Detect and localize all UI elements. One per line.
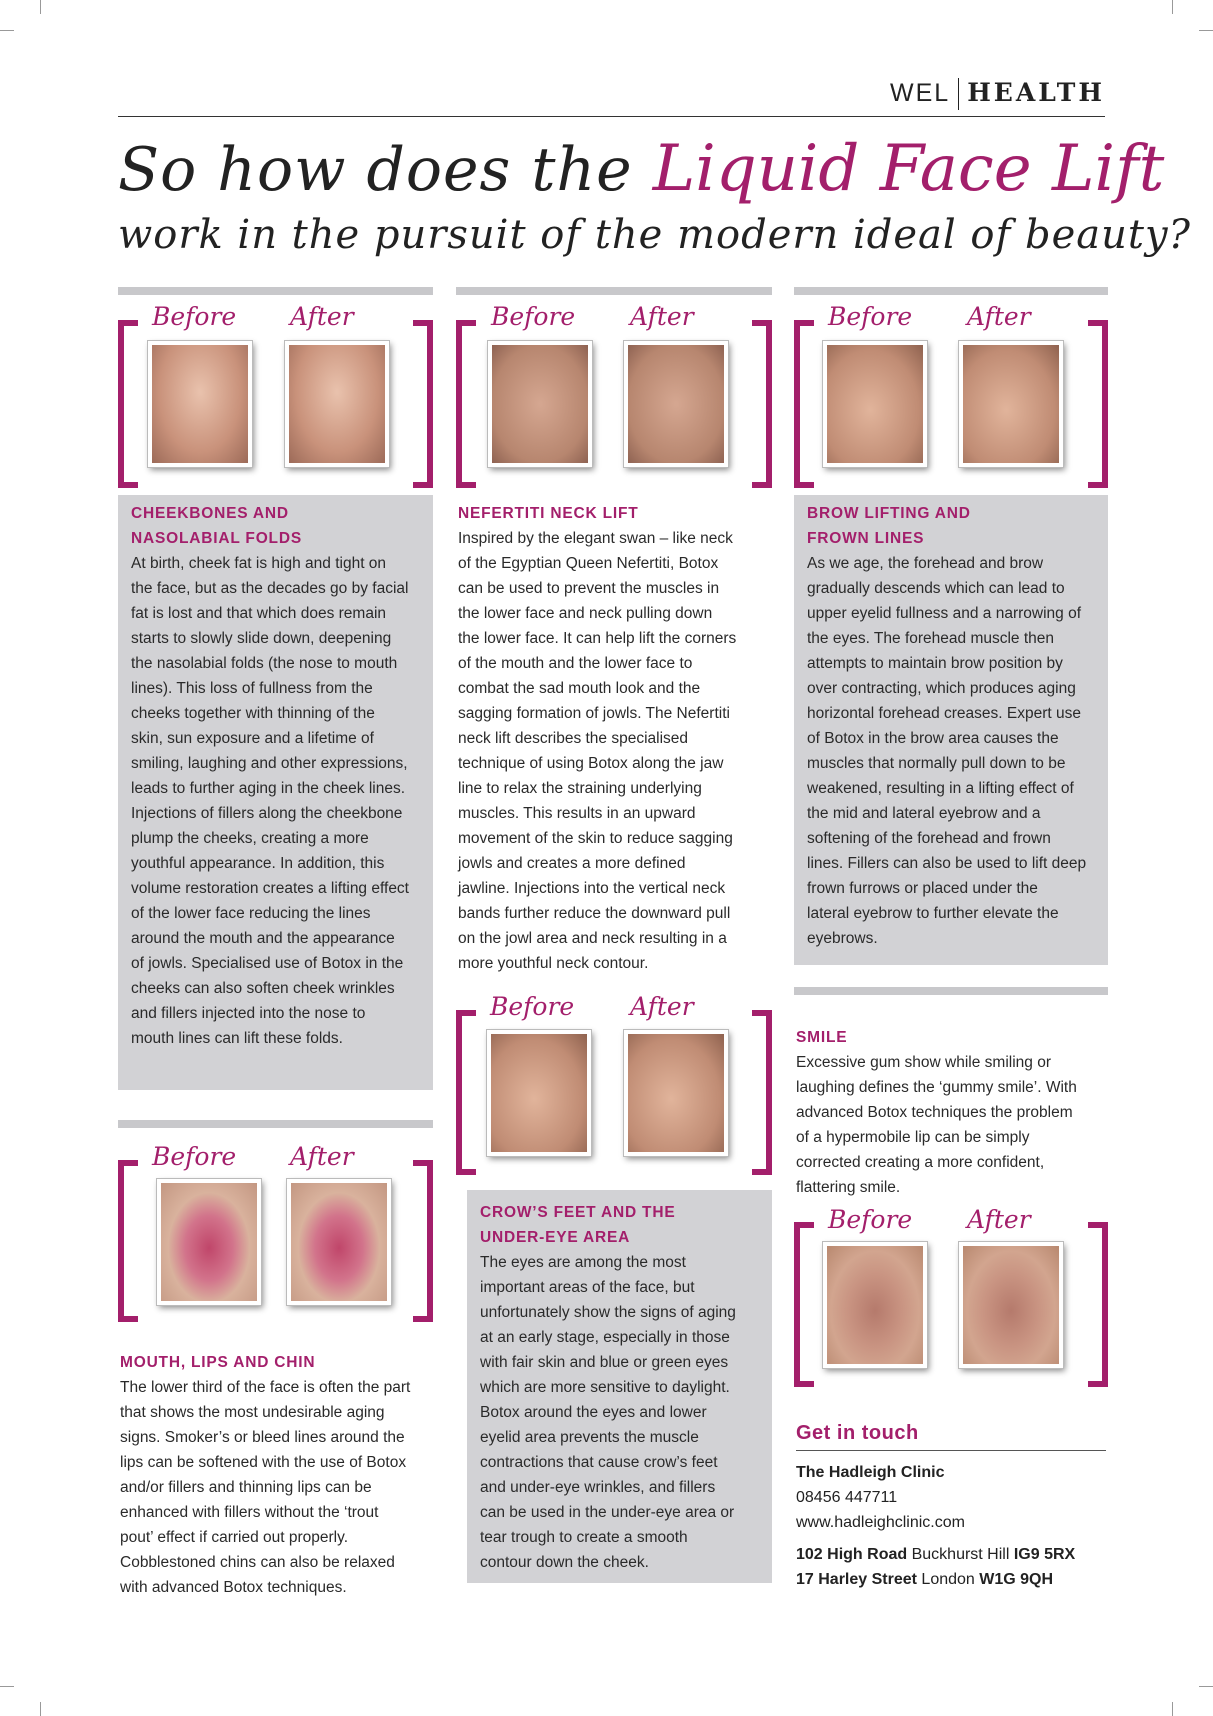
header-rule bbox=[118, 116, 1105, 117]
crop-mark bbox=[0, 30, 14, 31]
crop-mark bbox=[1172, 1702, 1173, 1716]
body-line: gradually descends which can lead to bbox=[807, 580, 1065, 597]
before-label: Before bbox=[828, 1205, 913, 1234]
body-line: upper eyelid fullness and a narrowing of bbox=[807, 605, 1082, 622]
crop-mark bbox=[1199, 1686, 1213, 1687]
address-town: Buckhurst Hill bbox=[911, 1546, 1010, 1563]
address-postcode: IG9 5RX bbox=[1013, 1546, 1076, 1563]
before-label: Before bbox=[152, 302, 237, 331]
heading-line: BROW LIFTING AND bbox=[807, 505, 971, 522]
section-bar bbox=[118, 287, 433, 295]
heading-crows bbox=[480, 1200, 675, 1250]
body-line: fat is lost and that which does remain bbox=[131, 605, 387, 622]
body-brow bbox=[807, 551, 1086, 951]
section-bar bbox=[118, 1120, 433, 1128]
body-line: of a hypermobile lip can be simply bbox=[796, 1129, 1030, 1146]
before-photo-brow bbox=[823, 341, 927, 467]
body-line: line to relax the straining underlying bbox=[458, 780, 702, 797]
bracket-right bbox=[1088, 1222, 1108, 1387]
body-line: eyelid area prevents the muscle bbox=[480, 1429, 699, 1446]
crop-mark bbox=[1199, 30, 1213, 31]
body-line: with advanced Botox techniques. bbox=[120, 1579, 347, 1596]
after-photo-eyes bbox=[624, 1030, 728, 1156]
body-line: softening of the forehead and frown bbox=[807, 830, 1051, 847]
before-label: Before bbox=[152, 1142, 237, 1171]
body-line: At birth, cheek fat is high and tight on bbox=[131, 555, 387, 572]
body-line: mouth lines can lift these folds. bbox=[131, 1030, 343, 1047]
page-title-line2: work in the pursuit of the modern ideal of beauty? bbox=[118, 212, 1191, 258]
address-street: 102 High Road bbox=[796, 1546, 908, 1563]
bracket-left bbox=[118, 1160, 138, 1322]
body-line: contractions that cause crow’s feet bbox=[480, 1454, 718, 1471]
body-line: starts to slowly slide down, deepening bbox=[131, 630, 392, 647]
after-label: After bbox=[630, 302, 694, 331]
body-line: over contracting, which produces aging bbox=[807, 680, 1076, 697]
bracket-right bbox=[752, 1010, 772, 1175]
after-label: After bbox=[290, 302, 354, 331]
get-in-touch-heading: Get in touch bbox=[796, 1422, 919, 1444]
before-photo-cheek bbox=[148, 341, 252, 467]
body-line: combat the sad mouth look and the bbox=[458, 680, 701, 697]
address-postcode: W1G 9QH bbox=[979, 1571, 1054, 1588]
body-line: can be used to prevent the muscles in bbox=[458, 580, 720, 597]
body-line: contour down the cheek. bbox=[480, 1554, 649, 1571]
heading-line: UNDER-EYE AREA bbox=[480, 1229, 631, 1246]
crop-mark bbox=[40, 0, 41, 14]
body-line: The lower third of the face is often the part bbox=[120, 1379, 411, 1396]
bracket-left bbox=[794, 320, 814, 488]
heading-smile bbox=[796, 1025, 847, 1050]
after-label: After bbox=[290, 1142, 354, 1171]
body-line: youthful appearance. In addition, this bbox=[131, 855, 385, 872]
clinic-address-1 bbox=[796, 1542, 1075, 1567]
after-photo-cheek bbox=[285, 341, 389, 467]
crop-mark bbox=[0, 1686, 14, 1687]
body-line: enhanced with fillers without the ‘trout bbox=[120, 1504, 379, 1521]
body-line: lines). This loss of fullness from the bbox=[131, 680, 373, 697]
heading-neck bbox=[458, 501, 639, 526]
body-line: the nasolabial folds (the nose to mouth bbox=[131, 655, 398, 672]
magazine-section-header bbox=[890, 78, 1105, 110]
body-line: cheeks can also soften cheek wrinkles bbox=[131, 980, 395, 997]
body-line: around the mouth and the appearance bbox=[131, 930, 395, 947]
before-photo-lips bbox=[157, 1179, 261, 1305]
body-line: the mid and lateral eyebrow and a bbox=[807, 805, 1041, 822]
heading-line: NASOLABIAL FOLDS bbox=[131, 530, 302, 547]
body-line: attempts to maintain brow position by bbox=[807, 655, 1063, 672]
body-line: the eyes. The forehead muscle then bbox=[807, 630, 1055, 647]
after-label: After bbox=[630, 992, 694, 1021]
after-photo-lips bbox=[287, 1179, 391, 1305]
body-line: eyebrows. bbox=[807, 930, 878, 947]
body-line: lips can be softened with the use of Botox bbox=[120, 1454, 407, 1471]
after-photo-smile bbox=[959, 1242, 1063, 1368]
body-line: with fair skin and blue or green eyes bbox=[480, 1354, 729, 1371]
body-line: the lower face and neck pulling down bbox=[458, 605, 713, 622]
clinic-name-text: The Hadleigh Clinic bbox=[796, 1464, 945, 1481]
body-line: leads to further aging in the cheek lines. bbox=[131, 780, 406, 797]
body-line: neck lift describes the specialised bbox=[458, 730, 689, 747]
body-line: As we age, the forehead and brow bbox=[807, 555, 1044, 572]
clinic-website-link[interactable]: www.hadleighclinic.com bbox=[796, 1514, 965, 1531]
before-label: Before bbox=[828, 302, 913, 331]
body-line: advanced Botox techniques the problem bbox=[796, 1104, 1073, 1121]
body-line: Excessive gum show while smiling or bbox=[796, 1054, 1051, 1071]
body-line: movement of the skin to reduce sagging bbox=[458, 830, 733, 847]
before-label: Before bbox=[491, 302, 576, 331]
section-bar bbox=[456, 287, 772, 295]
bracket-right bbox=[752, 320, 772, 488]
body-line: the lower face. It can help lift the corners bbox=[458, 630, 737, 647]
bracket-right bbox=[1088, 320, 1108, 488]
body-line: Injections of fillers along the cheekbone bbox=[131, 805, 403, 822]
body-smile bbox=[796, 1050, 1077, 1200]
header-divider bbox=[958, 78, 959, 110]
body-line: jawline. Injections into the vertical neck bbox=[458, 880, 726, 897]
title-accent: Liquid Face Lift bbox=[652, 132, 1165, 206]
body-line: of the lower face reducing the lines bbox=[131, 905, 371, 922]
clinic-name bbox=[796, 1460, 944, 1485]
body-line: tear trough to create a smooth bbox=[480, 1529, 688, 1546]
body-line: lines. Fillers can also be used to lift deep bbox=[807, 855, 1087, 872]
body-line: on the jowl area and neck resulting in a bbox=[458, 930, 727, 947]
page-title-line1 bbox=[118, 132, 1164, 206]
body-crows bbox=[480, 1250, 736, 1575]
body-line: at an early stage, especially in those bbox=[480, 1329, 730, 1346]
crop-mark bbox=[1172, 0, 1173, 14]
body-line: The eyes are among the most bbox=[480, 1254, 686, 1271]
address-street: 17 Harley Street bbox=[796, 1571, 917, 1588]
body-line: laughing defines the ‘gummy smile’. With bbox=[796, 1079, 1077, 1096]
heading-line: FROWN LINES bbox=[807, 530, 925, 547]
body-line: weakened, resulting in a lifting effect of bbox=[807, 780, 1074, 797]
body-line: of jowls. Specialised use of Botox in the bbox=[131, 955, 404, 972]
bracket-right bbox=[413, 1160, 433, 1322]
body-line: volume restoration creates a lifting effect bbox=[131, 880, 409, 897]
heading-line: MOUTH, LIPS AND CHIN bbox=[120, 1354, 316, 1371]
body-line: of Botox in the brow area causes the bbox=[807, 730, 1059, 747]
body-line: lateral eyebrow to further elevate the bbox=[807, 905, 1059, 922]
body-line: corrected creating a more confident, bbox=[796, 1154, 1045, 1171]
clinic-phone[interactable]: 08456 447711 bbox=[796, 1489, 898, 1506]
heading-mouth bbox=[120, 1350, 315, 1375]
body-line: can be used in the under-eye area or bbox=[480, 1504, 735, 1521]
bracket-left bbox=[118, 320, 138, 488]
body-line: technique of using Botox along the jaw bbox=[458, 755, 724, 772]
brand-health: HEALTH bbox=[967, 78, 1106, 107]
body-line: Cobblestoned chins can also be relaxed bbox=[120, 1554, 395, 1571]
bracket-right bbox=[413, 320, 433, 488]
body-line: that shows the most undesirable aging bbox=[120, 1404, 385, 1421]
body-neck bbox=[458, 526, 736, 976]
body-line: unfortunately show the signs of aging bbox=[480, 1304, 736, 1321]
body-line: of the Egyptian Queen Nefertiti, Botox bbox=[458, 555, 719, 572]
section-bar bbox=[794, 287, 1108, 295]
body-cheekbones bbox=[131, 551, 409, 1051]
body-line: skin, sun exposure and a lifetime of bbox=[131, 730, 374, 747]
body-line: and/or fillers and thinning lips can be bbox=[120, 1479, 372, 1496]
brand-wel: WEL bbox=[890, 79, 951, 107]
body-line: plump the cheeks, creating a more bbox=[131, 830, 369, 847]
body-line: important areas of the face, but bbox=[480, 1279, 695, 1296]
body-line: and under-eye wrinkles, and fillers bbox=[480, 1479, 716, 1496]
section-bar bbox=[794, 987, 1108, 995]
bracket-left bbox=[456, 1010, 476, 1175]
body-line: cheeks together with thinning of the bbox=[131, 705, 375, 722]
body-line: muscles. This results in an upward bbox=[458, 805, 696, 822]
after-label: After bbox=[967, 302, 1031, 331]
crop-mark bbox=[40, 1702, 41, 1716]
body-line: Inspired by the elegant swan – like neck bbox=[458, 530, 733, 547]
heading-brow bbox=[807, 501, 971, 551]
body-line: signs. Smoker’s or bleed lines around the bbox=[120, 1429, 405, 1446]
before-photo-smile bbox=[823, 1242, 927, 1368]
body-line: muscles that normally pull down to be bbox=[807, 755, 1066, 772]
before-photo-neck bbox=[488, 341, 592, 467]
after-label: After bbox=[967, 1205, 1031, 1234]
body-mouth bbox=[120, 1375, 410, 1600]
body-line: of the mouth and the lower face to bbox=[458, 655, 693, 672]
body-line: smiling, laughing and other expressions, bbox=[131, 755, 408, 772]
contact-rule bbox=[796, 1450, 1106, 1451]
heading-line: CROW’S FEET AND THE bbox=[480, 1204, 676, 1221]
body-line: frown furrows or placed under the bbox=[807, 880, 1038, 897]
heading-cheekbones bbox=[131, 501, 302, 551]
bracket-left bbox=[794, 1222, 814, 1387]
body-line: jowls and creates a more defined bbox=[458, 855, 686, 872]
body-line: flattering smile. bbox=[796, 1179, 901, 1196]
body-line: horizontal forehead creases. Expert use bbox=[807, 705, 1081, 722]
clinic-address-2 bbox=[796, 1567, 1053, 1592]
bracket-left bbox=[456, 320, 476, 488]
title-prefix: So how does the bbox=[118, 135, 633, 205]
body-line: pout’ effect if carried out properly. bbox=[120, 1529, 349, 1546]
body-line: more youthful neck contour. bbox=[458, 955, 649, 972]
before-label: Before bbox=[490, 992, 575, 1021]
after-photo-brow bbox=[959, 341, 1063, 467]
heading-line: CHEEKBONES AND bbox=[131, 505, 289, 522]
body-line: bands further reduce the downward pull bbox=[458, 905, 731, 922]
body-line: sagging formation of jowls. The Nefertiti bbox=[458, 705, 730, 722]
body-line: and fillers injected into the nose to bbox=[131, 1005, 366, 1022]
address-town: London bbox=[921, 1571, 975, 1588]
body-line: Botox around the eyes and lower bbox=[480, 1404, 707, 1421]
heading-line: SMILE bbox=[796, 1029, 848, 1046]
body-line: the face, but as the decades go by facial bbox=[131, 580, 409, 597]
heading-line: NEFERTITI NECK LIFT bbox=[458, 505, 639, 522]
before-photo-eyes bbox=[487, 1030, 591, 1156]
body-line: which are more sensitive to daylight. bbox=[480, 1379, 730, 1396]
after-photo-neck bbox=[624, 341, 728, 467]
